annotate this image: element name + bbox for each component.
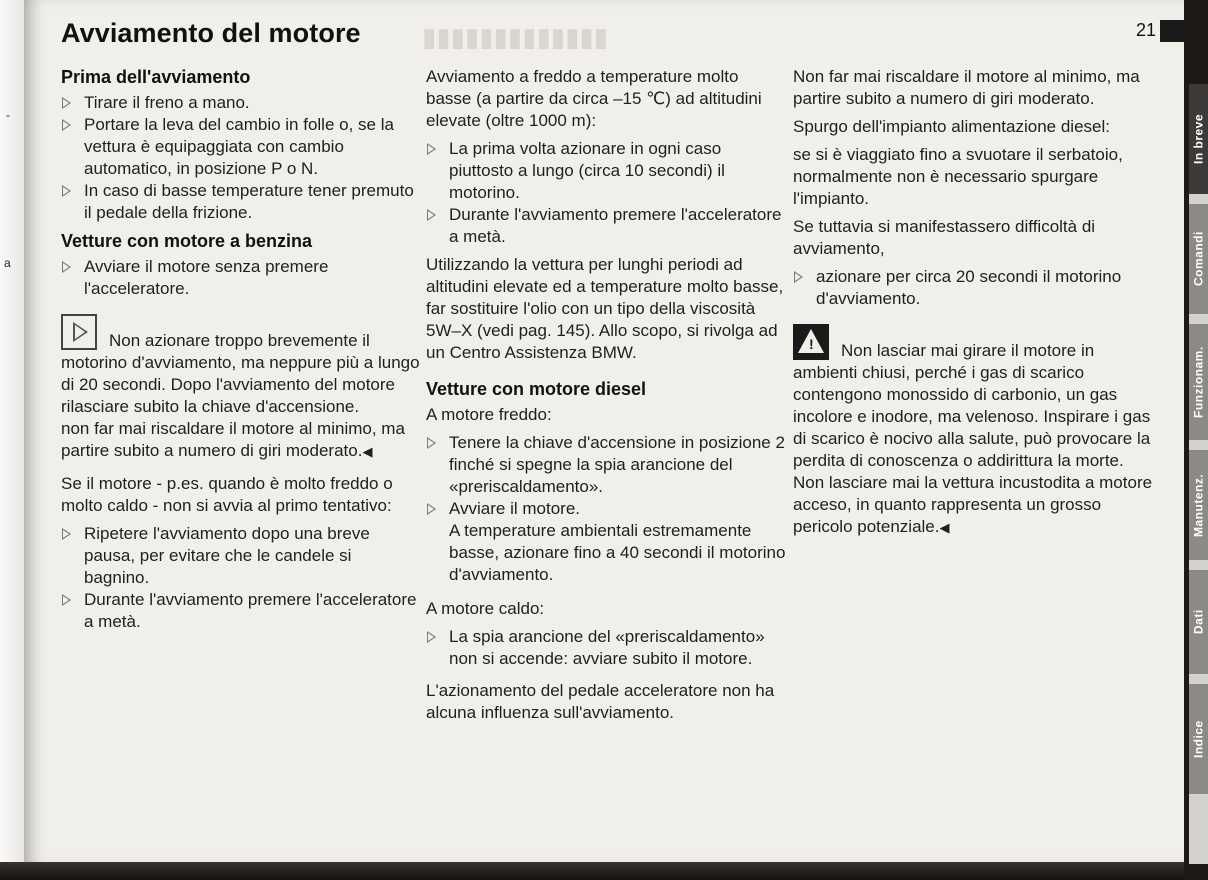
list-item: Ripetere l'avviamento dopo una breve pausa, per evitare che le candele si bagnino. [61, 523, 421, 589]
tab-indice[interactable]: Indice [1189, 684, 1208, 794]
tab-funzionam[interactable]: Funzionam. [1189, 324, 1208, 440]
list-item: Durante l'avviamento premere l'acceleratore a metà. [61, 589, 421, 633]
manual-page [24, 0, 1206, 864]
end-marker-icon: ◀ [939, 520, 950, 535]
bullet-triangle-icon [62, 528, 71, 540]
note-triangle-icon [61, 314, 97, 350]
list-item: Portare la leva del cambio in folle o, se la vettura è equipaggiata con cambio automatico, in posizione P o N. [61, 114, 421, 180]
list-item: La prima volta azionare in ogni caso piuttosto a lungo (circa 10 secondi) il motorino. [426, 138, 786, 204]
paragraph: L'azionamento del pedale acceleratore non ha alcuna influenza sull'avviamento. [426, 681, 775, 722]
list-item: Avviare il motore. [426, 498, 786, 520]
bullet-list [61, 523, 421, 633]
tab-in-breve[interactable]: In breve [1189, 84, 1208, 194]
bullet-triangle-icon [62, 185, 71, 197]
bullet-triangle-icon [427, 143, 436, 155]
paragraph: A motore freddo: [426, 405, 552, 424]
bullet-triangle-icon [427, 209, 436, 221]
bullet-list [426, 626, 786, 670]
bullet-triangle-icon [62, 97, 71, 109]
bullet-triangle-icon [427, 503, 436, 515]
bullet-list [61, 92, 421, 224]
paragraph: Non far mai riscaldare il motore al minimo, ma partire subito a numero di giri moderato. [793, 67, 1140, 108]
section-title: Prima dell'avviamento [61, 67, 251, 87]
page-bottom-shadow [0, 862, 1184, 880]
warning-text: Non lasciar mai girare il motore in ambienti chiusi, perché i gas di scarico contengono monossido di carbonio, un gas incolore e inodore, ma velenoso. Inspirare i gas di scarico è nocivo alla salute, può provocare la perdita di conoscenza o addirittura la morte. Non lasciare mai la vettura incustodita a motore acceso, in quanto rappresenta un grosso pericolo potenziale. [793, 341, 1153, 536]
paragraph: A motore caldo: [426, 599, 545, 618]
column-2 [426, 66, 786, 730]
list-item: Avviare il motore senza premere l'acceleratore. [61, 256, 421, 300]
list-item: Tenere la chiave d'accensione in posizione 2 finché si spegne la spia arancione del «preriscaldamento». [426, 432, 786, 498]
list-item: La spia arancione del «preriscaldamento» non si accende: avviare subito il motore. [426, 626, 786, 670]
bleed-through-decoration: ▮▮▮▮▮▮▮▮▮▮▮▮▮ [422, 22, 608, 52]
paragraph: Avviamento a freddo a temperature molto basse (a partire da circa –15 ℃) ad altitudini elevate (oltre 1000 m): [426, 67, 762, 130]
adjacent-page-edge [0, 0, 24, 864]
bullet-list [426, 432, 786, 520]
page-title: Avviamento del motore [61, 18, 361, 48]
paragraph: A temperature ambientali estremamente basse, azionare fino a 40 secondi il motorino d'avviamento. [449, 521, 786, 584]
note-box [61, 314, 421, 418]
warning-triangle-icon: ! [793, 324, 829, 360]
bullet-triangle-icon [427, 437, 436, 449]
paragraph: non far mai riscaldare il motore al minimo, ma partire subito a numero di giri moderato.◀ [61, 419, 405, 460]
tab-dati[interactable]: Dati [1189, 570, 1208, 674]
bullet-list [426, 138, 786, 248]
bullet-triangle-icon [62, 119, 71, 131]
section-title: Vetture con motore a benzina [61, 231, 313, 251]
list-item: azionare per circa 20 secondi il motorino d'avviamento. [793, 266, 1153, 310]
strip-mark: a [4, 256, 11, 270]
end-marker-icon: ◀ [362, 444, 373, 459]
paragraph: Se il motore - p.es. quando è molto freddo o molto caldo - non si avvia al primo tentativo: [61, 474, 393, 515]
bullet-list [61, 256, 421, 300]
column-1 [61, 66, 421, 639]
note-text: Non azionare troppo brevemente il motorino d'avviamento, ma neppure più a lungo di 20 secondi. Dopo l'avviamento del motore rilasciare subito la chiave d'accensione. [61, 331, 420, 416]
paragraph: Se tuttavia si manifestassero difficoltà di avviamento, [793, 217, 1096, 258]
bullet-triangle-icon [62, 594, 71, 606]
bullet-list [793, 266, 1153, 310]
list-item: Tirare il freno a mano. [61, 92, 421, 114]
paragraph: Spurgo dell'impianto alimentazione diesel: [793, 117, 1110, 136]
list-item: Durante l'avviamento premere l'acceleratore a metà. [426, 204, 786, 248]
page-number: 21 [1136, 20, 1157, 40]
page-number-marker [1160, 20, 1184, 42]
tab-manutenz[interactable]: Manutenz. [1189, 450, 1208, 560]
section-title: Vetture con motore diesel [426, 379, 647, 399]
bullet-triangle-icon [794, 271, 803, 283]
bullet-triangle-icon [427, 631, 436, 643]
warning-box [793, 324, 1153, 539]
bullet-triangle-icon [62, 261, 71, 273]
list-item: In caso di basse temperature tener premuto il pedale della frizione. [61, 180, 421, 224]
paragraph: Utilizzando la vettura per lunghi periodi ad altitudini elevate ed a temperature molto basse, far sostituire l'olio con un tipo della viscosità 5W–X (vedi pag. 145). Allo scopo, si rivolga ad un Centro Assistenza BMW. [426, 255, 784, 362]
tab-comandi[interactable]: Comandi [1189, 204, 1208, 314]
paragraph: se si è viaggiato fino a svuotare il serbatoio, normalmente non è necessario spurgare l'impianto. [793, 145, 1123, 208]
chapter-tabs [1189, 84, 1208, 864]
strip-mark: - [6, 108, 10, 122]
column-3 [793, 66, 1153, 539]
